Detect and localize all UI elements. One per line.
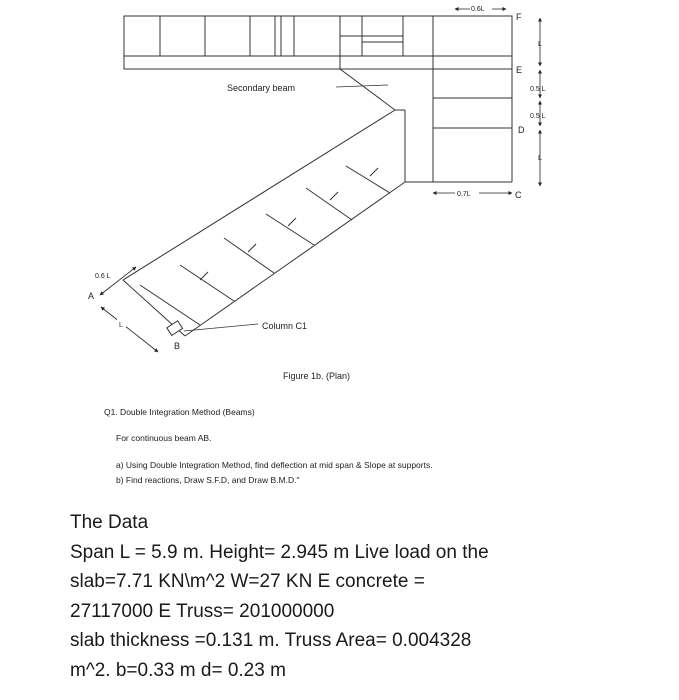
stair-width-dim — [100, 267, 136, 295]
data-line: slab thickness =0.131 m. Truss Area= 0.004328 — [70, 630, 472, 651]
data-line: slab=7.71 KN\m^2 W=27 KN E concrete = — [70, 571, 425, 592]
dim-ef-label: L — [538, 41, 542, 48]
question-title: Q1. Double Integration Method (Beams) — [104, 407, 255, 417]
bottom-width-label: 0.7L — [457, 191, 471, 198]
span-ab-dim — [101, 307, 158, 352]
dim-dc-label: L — [538, 155, 542, 162]
data-block — [70, 508, 630, 685]
point-label-d: D — [518, 125, 525, 135]
dim-e-mid-label: 0.5 L — [530, 86, 546, 93]
secondary-beam-label: Secondary beam — [227, 83, 296, 93]
stair-flight — [123, 69, 433, 336]
stair-width-label: 0.6 L — [95, 273, 111, 280]
data-line: m^2. b=0.33 m d= 0.23 m — [70, 659, 286, 681]
question-item-b: b) Find reactions, Draw S.F.D, and Draw B.M.D." — [116, 475, 300, 485]
dim-mid-d-label: 0.5 L — [530, 113, 546, 120]
figure-caption: Figure 1b. (Plan) — [283, 371, 351, 381]
top-width-label: 0.6L — [471, 6, 485, 13]
column-label: Column C1 — [262, 321, 308, 331]
column-c1 — [167, 321, 183, 336]
point-label-c: C — [515, 190, 522, 200]
column-leader — [184, 324, 258, 331]
point-label-f: F — [516, 12, 522, 22]
question-intro: For continuous beam AB. — [116, 433, 212, 443]
point-label-e: E — [516, 65, 523, 75]
right-landing-outline — [433, 69, 512, 182]
top-slab-outline — [124, 16, 512, 69]
data-line: 27117000 E Truss= 201000000 — [70, 600, 335, 622]
point-label-b: B — [174, 341, 181, 351]
data-line: Span L = 5.9 m. Height= 2.945 m Live load on the — [70, 541, 489, 563]
question-item-a: a) Using Double Integration Method, find deflection at mid span & Slope at supports. — [116, 460, 433, 470]
span-ab-label: L — [119, 322, 123, 329]
point-label-a: A — [88, 291, 95, 301]
data-heading: The Data — [70, 512, 149, 533]
